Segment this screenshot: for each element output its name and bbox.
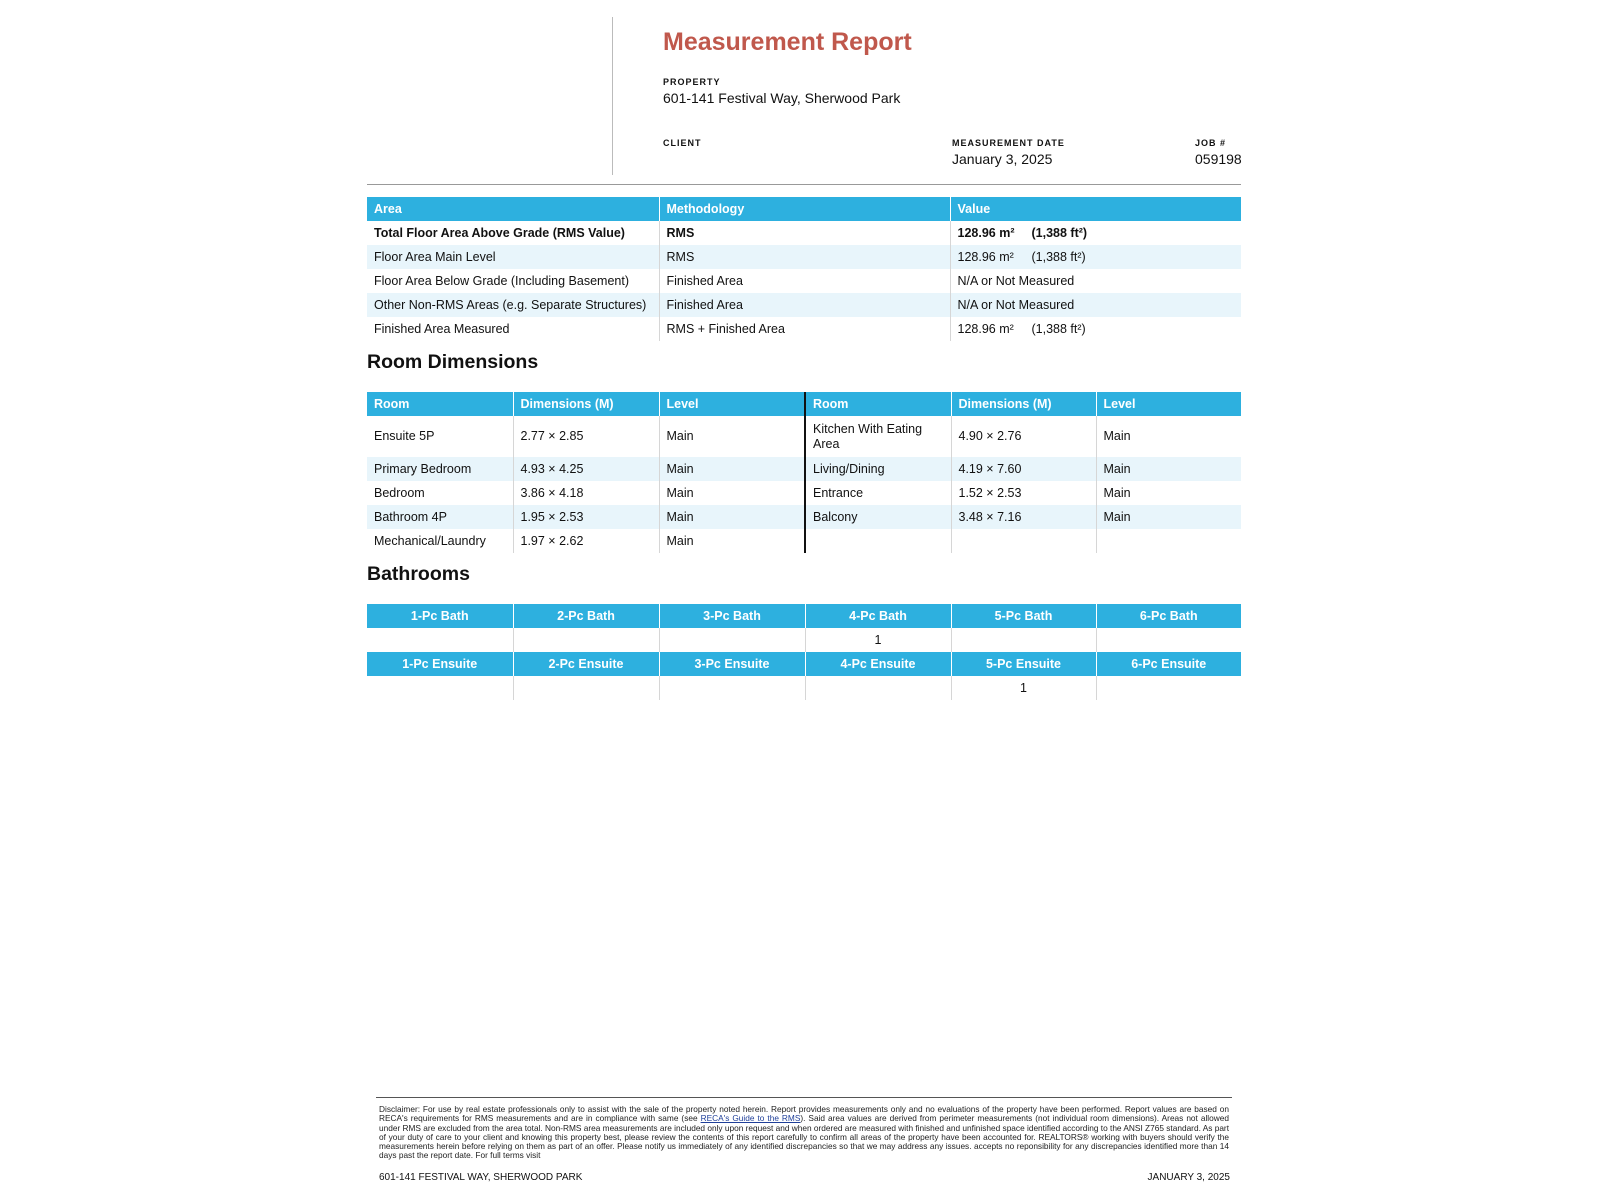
room-cell: Kitchen With Eating Area xyxy=(805,416,951,457)
room-cell: Primary Bedroom xyxy=(367,457,513,481)
room-cell: Mechanical/Laundry xyxy=(367,529,513,553)
methodology-cell: Finished Area xyxy=(659,269,950,293)
area-table-header xyxy=(367,197,1241,221)
dimensions-cell xyxy=(951,529,1096,553)
dimensions-header: Dimensions (M) xyxy=(513,392,659,416)
disclaimer-part-1: Disclaimer: For use by real estate professionals only to assist with the sale of the property noted herein. Report provides measurements only and no evaluations of the property have been performed. Report values are based on RECA's requirements for RMS measurements and are in compliance with same (see xyxy=(379,1104,1229,1124)
dimensions-header: Dimensions (M) xyxy=(951,392,1096,416)
methodology-cell: RMS + Finished Area xyxy=(659,317,950,341)
dimensions-cell: 2.77 × 2.85 xyxy=(513,416,659,457)
dimensions-cell: 1.95 × 2.53 xyxy=(513,505,659,529)
room-cell: Bedroom xyxy=(367,481,513,505)
ensuite-5pc-header: 5-Pc Ensuite xyxy=(951,652,1096,676)
bath-3pc-count xyxy=(659,628,805,652)
level-cell: Main xyxy=(659,416,805,457)
job-number-label: JOB # xyxy=(1195,138,1227,148)
dimensions-cell: 4.90 × 2.76 xyxy=(951,416,1096,457)
job-number-value: 059198 xyxy=(1195,151,1242,167)
value-ft2: (1,388 ft²) xyxy=(1031,226,1088,240)
bath-4pc-header: 4-Pc Bath xyxy=(805,604,951,628)
bath-1pc-header: 1-Pc Bath xyxy=(367,604,513,628)
measurement-date-label: MEASUREMENT DATE xyxy=(952,138,1065,148)
dimensions-cell: 1.52 × 2.53 xyxy=(951,481,1096,505)
room-cell: Living/Dining xyxy=(805,457,951,481)
value-cell xyxy=(950,317,1241,341)
ensuite-header-row xyxy=(367,652,1241,676)
level-cell: Main xyxy=(1103,429,1131,443)
bath-3pc-header: 3-Pc Bath xyxy=(659,604,805,628)
footer-address: 601-141 FESTIVAL WAY, SHERWOOD PARK xyxy=(379,1172,583,1183)
level-cell xyxy=(1096,529,1241,553)
value-m2: 128.96 m² xyxy=(957,322,1014,336)
ensuite-1pc-count xyxy=(367,676,513,700)
bath-1pc-count xyxy=(367,628,513,652)
dimensions-cell: 4.19 × 7.60 xyxy=(951,457,1096,481)
table-row xyxy=(367,481,1241,505)
table-row xyxy=(367,317,1241,341)
dimensions-cell: 4.93 × 4.25 xyxy=(513,457,659,481)
level-cell: Main xyxy=(659,505,805,529)
methodology-cell: RMS xyxy=(659,221,950,245)
level-cell: Main xyxy=(659,529,805,553)
disclaimer-part-2: ). Said area values are derived from perimeter measurements (not individual room dimensions). Areas not allowed under RMS are excluded from the area total. Non-RMS area measurements are included only upon request and when ordered are measured with finished and unfinished space identified according to the ANSI Z765 standard. As part of your duty of care to your client and knowing this property best, please review the contents of this report carefully to confirm all areas of the property have been accounted for. REALTORS® working with buyers should verify the measurements herein before relying on them as part of an offer. Please notify us immediately of any identified discrepancies so that we may address any issues. xyxy=(379,1113,1230,1152)
table-row xyxy=(367,529,1241,553)
property-label: PROPERTY xyxy=(663,77,721,87)
methodology-header: Methodology xyxy=(659,197,950,221)
value-m2: 128.96 m² xyxy=(957,226,1015,240)
value-cell xyxy=(950,245,1241,269)
value-header: Value xyxy=(950,197,1241,221)
footer-rule xyxy=(376,1097,1232,1098)
bath-count-row xyxy=(367,628,1241,652)
bath-5pc-count xyxy=(951,628,1096,652)
bath-5pc-header: 5-Pc Bath xyxy=(951,604,1096,628)
table-row xyxy=(367,416,1241,457)
header-divider xyxy=(612,17,613,175)
value-cell xyxy=(950,269,1241,293)
level-cell: Main xyxy=(1103,486,1131,500)
dimensions-cell: 3.48 × 7.16 xyxy=(951,505,1096,529)
ensuite-6pc-count xyxy=(1096,676,1241,700)
area-cell: Total Floor Area Above Grade (RMS Value) xyxy=(367,221,659,245)
dimensions-cell: 3.86 × 4.18 xyxy=(513,481,659,505)
value-ft2: (1,388 ft²) xyxy=(1031,250,1086,264)
room-cell: Balcony xyxy=(805,505,951,529)
room-table-header xyxy=(367,392,1241,416)
bathrooms-title: Bathrooms xyxy=(367,563,470,585)
value-m2: 128.96 m² xyxy=(957,250,1014,264)
table-row xyxy=(367,505,1241,529)
header-rule xyxy=(367,184,1241,185)
methodology-cell: RMS xyxy=(659,245,950,269)
ensuite-5pc-count: 1 xyxy=(951,676,1096,700)
area-table xyxy=(367,197,1241,341)
room-cell: Bathroom 4P xyxy=(367,505,513,529)
level-header: Level xyxy=(1096,392,1241,416)
value-m2: N/A or Not Measured xyxy=(957,274,1075,288)
table-row xyxy=(367,269,1241,293)
footer-date: JANUARY 3, 2025 xyxy=(1147,1172,1230,1183)
ensuite-2pc-header: 2-Pc Ensuite xyxy=(513,652,659,676)
ensuite-3pc-count xyxy=(659,676,805,700)
room-dimensions-table xyxy=(367,392,1241,553)
area-cell: Finished Area Measured xyxy=(367,317,659,341)
area-cell: Floor Area Below Grade (Including Basement) xyxy=(367,269,659,293)
room-header: Room xyxy=(805,392,951,416)
bath-6pc-header: 6-Pc Bath xyxy=(1096,604,1241,628)
table-row xyxy=(367,221,1241,245)
value-cell xyxy=(950,293,1241,317)
room-header: Room xyxy=(367,392,513,416)
level-cell: Main xyxy=(1096,457,1241,481)
methodology-cell: Finished Area xyxy=(659,293,950,317)
level-header: Level xyxy=(659,392,805,416)
table-row xyxy=(367,245,1241,269)
ensuite-2pc-count xyxy=(513,676,659,700)
report-title: Measurement Report xyxy=(663,28,912,56)
ensuite-4pc-count xyxy=(805,676,951,700)
room-cell: Entrance xyxy=(805,481,951,505)
table-row xyxy=(367,293,1241,317)
bath-header-row xyxy=(367,604,1241,628)
area-header: Area xyxy=(367,197,659,221)
area-cell: Floor Area Main Level xyxy=(367,245,659,269)
bath-6pc-count xyxy=(1096,628,1241,652)
table-row xyxy=(367,457,1241,481)
disclaimer-text xyxy=(379,1105,1229,1161)
ensuite-6pc-header: 6-Pc Ensuite xyxy=(1096,652,1241,676)
room-cell xyxy=(805,529,951,553)
bath-2pc-count xyxy=(513,628,659,652)
area-cell: Other Non-RMS Areas (e.g. Separate Structures) xyxy=(367,293,659,317)
value-m2: N/A or Not Measured xyxy=(957,298,1075,312)
property-address: 601-141 Festival Way, Sherwood Park xyxy=(663,90,901,106)
level-cell: Main xyxy=(659,457,805,481)
value-ft2: (1,388 ft²) xyxy=(1031,322,1086,336)
room-cell: Ensuite 5P xyxy=(367,416,513,457)
bath-4pc-count: 1 xyxy=(805,628,951,652)
measurement-date-value: January 3, 2025 xyxy=(952,151,1053,167)
ensuite-3pc-header: 3-Pc Ensuite xyxy=(659,652,805,676)
bathrooms-table xyxy=(367,604,1241,700)
dimensions-cell: 1.97 × 2.62 xyxy=(513,529,659,553)
ensuite-1pc-header: 1-Pc Ensuite xyxy=(367,652,513,676)
reca-guide-link[interactable]: RECA's Guide to the RMS xyxy=(700,1113,801,1124)
ensuite-count-row xyxy=(367,676,1241,700)
disclaimer-part-3: accepts no reponsibility for any discrepancies identified more than 14 days past the report date. For full terms visit xyxy=(379,1141,1229,1161)
level-cell: Main xyxy=(1096,505,1241,529)
bath-2pc-header: 2-Pc Bath xyxy=(513,604,659,628)
level-cell: Main xyxy=(659,481,805,505)
value-cell xyxy=(950,221,1241,245)
room-dimensions-title: Room Dimensions xyxy=(367,351,539,373)
ensuite-4pc-header: 4-Pc Ensuite xyxy=(805,652,951,676)
client-label: CLIENT xyxy=(663,138,702,148)
